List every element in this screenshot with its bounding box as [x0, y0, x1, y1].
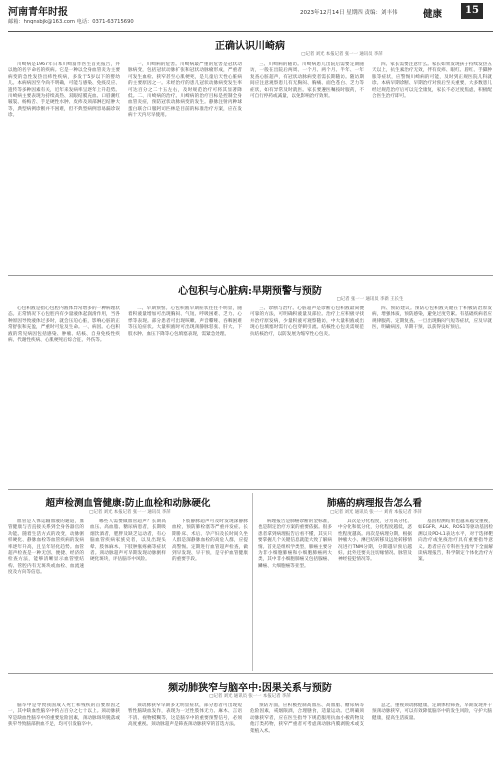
article-headline: 正确认识川崎病: [215, 41, 285, 52]
masthead: [8, 3, 493, 31]
column-divider: [252, 493, 253, 671]
article-column: 三、诊断与治疗。心脏超声是诊断心包积液最简便可靠的方法，可明确积液量及部位。治疗上应积极寻找并治疗原发病，少量积液可观察随访，中大量积液或出现心包填塞时需行心包穿刺引流。结核性心包炎需规范抗结核治疗，以防发展为缩窄性心包炎。: [250, 306, 364, 337]
article-column: 哪些人需要做血管超声？长期高血压、高血脂、糖尿病患者，长期吸烟饮酒者，肥胖及缺乏运动者，有心脑血管疾病家族史者，以及出现头晕、肢体麻木、下肢肿胀疼痛等症状者。颈动脉超声可早期发现动脉粥样硬化斑块，评估脑卒中风险。: [90, 519, 166, 563]
article-column: 下肢静脉超声可及时发现深静脉血栓，预防肺栓塞等严重并发症。长期卧床、术后、孕产妇及长时间久坐人群是深静脉血栓的高危人群，应提高警惕。定期进行血管超声检查，做到早发现、早干预，是守护血管健康的重要手段。: [172, 519, 248, 563]
section-divider: [8, 275, 493, 276]
contact-line: 邮箱：hnqnsbjk@163.com 电话：0371-63715690: [8, 19, 134, 25]
section-divider: [8, 489, 493, 490]
article-byline: □记者 刘光 本报记者 张一一 通讯员 李萍: [89, 510, 171, 515]
newspaper-name: 河南青年时报: [8, 7, 68, 18]
article-column: 基因检测结果也越来越受重视，如EGFR、ALK、ROS1等驱动基因检测以及PD-L1表达水平，对于选择靶向治疗或免疫治疗具有重要指导意义。患者应在专科医生指导下全面解读病理报告，科学制定个体化治疗方案。: [418, 519, 493, 563]
article-column: 四、家长需要注意什么。家长如果发现孩子持续发热五天以上，抗生素治疗无效，伴有皮疹、眼红、唇红、手脚肿胀等症状，应警惕川崎病的可能，及时到正规医院儿科就诊。本病早期诊断、早期治疗对预后至关重要，大多数患儿经过规范治疗后可以完全康复，家长不必过度焦虑，积极配合医生治疗即可。: [372, 62, 492, 100]
article-headline: 频动肺狭窄与脑卒中:因果关系与预防: [168, 683, 332, 694]
article-byline: □记者 刘光 本报记者 张一一 通讯员 李萍: [301, 52, 383, 57]
article-column: 一、川崎病的危害。川崎病最严重的危害是冠状动脉病变，包括冠状动脉扩张和冠状动脉瘤形成，严重者可发生血栓、狭窄甚至心肌梗死，是儿童后天性心脏病的主要原因之一。未经治疗的患儿冠状动脉病变发生率可达百分之二十五左右，及时规范治疗可将其显著降低。二、川崎病的治疗。川崎病的治疗目标是控制全身血管炎症，预防冠状动脉病变的发生。静脉注射丙种球蛋白联合口服阿司匹林是目前的标准治疗方案，应在发病十天内尽早使用。: [128, 62, 242, 119]
section-title: 健康: [423, 9, 443, 20]
article-column: 颈动脉狭窄早期多无明显症状，部分患者可出现短暂性脑缺血发作，表现为一过性肢体无力、麻木、言语不清、视物模糊等，这是脑卒中的重要预警信号，必须高度重视。颈动脉超声是筛查颈动脉狭窄的首选方法。: [128, 703, 242, 728]
article-column: 川崎病是1967年日本川崎富作医生首先报告，并以他的名字命名的疾病。它是一种以全身血管炎为主要病变的急性发热出疹性疾病，多发于5岁以下的婴幼儿。本病病因至今尚不明确，可能与感染、免疫反应、遗传等多种因素有关，近年来发病率呈逐年上升趋势。川崎病主要表现为持续高热、双眼结膜充血、口唇潮红皲裂、杨梅舌、手足硬性水肿、皮疹及颈部淋巴结肿大等，典型病例诊断并不困难，但不典型病例容易漏诊误诊。: [8, 62, 120, 119]
article-column: 三、川崎病的随访。川崎病患儿出院后需要定期随访，一般在出院后两周、一个月、两个月、半年、一年复查心脏超声，有冠状动脉病变者需长期随访。随访期间应注意观察患儿有无胸闷、胸痛、面色苍白、乏力等症状，如有异常及时就医。家长要遵医嘱按时服药，不可自行停药或减量，以免影响治疗效果。: [250, 62, 364, 100]
article-column: 心包积液是指心包腔内液体异常增多的一种病理状态。正常情况下心包腔内有少量液体起润滑作用，当各种原因导致液体过多时，就会压迫心脏，影响心脏的正常舒张和充盈，严重时可危及生命。一、病因。心包积液的常见病因包括感染、肿瘤、结核、自身免疫性疾病、代谢性疾病、心肌梗死后综合征、外伤等。: [8, 306, 120, 344]
article-column: 脑卒中是导致我国成人死亡和残疾的首要原因之一，其中缺血性脑卒中约占百分之七十以上。颈动脉狭窄是缺血性脑卒中的重要危险因素，颈动脉斑块脱落或狭窄导致脑部供血不足，均可引发脑卒中。: [8, 703, 120, 728]
article-headline: 肺癌的病理报告怎么看: [326, 498, 422, 509]
masthead-rule: [8, 31, 493, 32]
page-number: 15: [461, 3, 483, 19]
article-column: 四、预防建议。预防心包积液关键在于积极防治原发病，增强体质，预防感染，避免过度劳累。有基础疾病者应规律服药、定期复查。一旦出现胸闷气短等症状，应及早就医，明确病因，早期干预，以获得良好预后。: [372, 306, 492, 331]
article-byline: □记者 刘光 通讯员 张一一 本报记者 李萍: [209, 694, 291, 699]
article-column: 总之，重视颈动脉健康，定期体检筛查，早期发现并干预颈动脉狭窄，可以有效降低脑卒中的发生风险，守护大脑健康，提高生活质量。: [372, 703, 492, 721]
article-column: 病理报告是肺癌诊断的金标准，也是制定治疗方案的重要依据。很多患者拿到病理报告后看不懂，其实只要掌握几个关键信息就能大致了解病情。首先是组织学类型，肺癌主要分为非小细胞肺癌和小细胞肺癌两大类，其中非小细胞肺癌又包括腺癌、鳞癌、大细胞癌等亚型。: [258, 519, 332, 569]
article-headline: 心包积与心脏病:早期预警与预防: [178, 286, 322, 297]
article-column: 预防方面，应积极控制高血压、高血脂、糖尿病等危险因素，戒烟限酒，合理膳食，适量运动。已明确颈动脉狭窄者，应在医生指导下规范服用抗血小板药物及他汀类药物，狭窄严重者可考虑颈动脉内膜剥脱术或支架植入术。: [250, 703, 364, 734]
article-column: 血管是人体运输血液的通道，血管健康与否直接关系到全身各器官的功能。随着生活方式的改变，动脉粥样硬化、静脉血栓等血管疾病的发病率逐年升高，且呈年轻化趋势。血管超声检查是一种无创、便捷、经济的检查方法，能够清晰显示血管壁结构、管腔内有无斑块或血栓、血流速度及方向等信息。: [8, 519, 84, 576]
article-byline: □记者 张一一 通讯员 李新 王长生: [336, 297, 404, 302]
article-headline: 超声检测血管健康:防止血栓和动脉硬化: [45, 498, 211, 509]
article-column: 二、早期预警。心包积液早期症状往往不明显，随着积液量增加可出现胸闷、气短、呼吸困难、乏力、心悸等表现。部分患者可出现咳嗽、声音嘶哑、吞咽困难等压迫症状。大量积液时可出现颈静脉怒张、肝大、下肢水肿、血压下降等心包填塞表现，需紧急处理。: [128, 306, 242, 337]
article-column: 其次是分化程度，分为高分化、中分化和低分化，分化程度越低，恶性程度越高。再次是病理分期，根据肿瘤大小、淋巴结转移及远处转移情况进行TNM分期，分期越早预后越好。此外还要关注切缘情况、脉管及神经侵犯情况等。: [338, 519, 412, 563]
issue-date: 2023年12月14日 星期四 责编：刘丰伟: [300, 10, 398, 16]
article-byline: □记者 刘光 通讯员 张一一 刘青 本报记者 李萍: [330, 510, 422, 515]
section-divider: [8, 673, 493, 674]
